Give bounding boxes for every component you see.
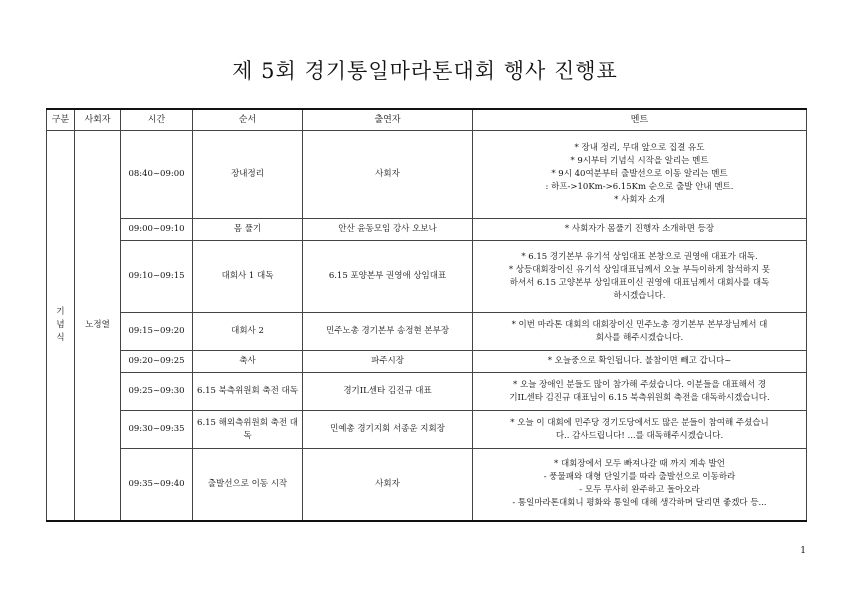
header-order: 순서 bbox=[193, 109, 303, 131]
header-host: 사회자 bbox=[75, 109, 121, 131]
time-cell: 09:25~09:30 bbox=[121, 373, 193, 411]
ment-line: * 사회자 소개 bbox=[614, 195, 665, 205]
time-cell: 09:15~09:20 bbox=[121, 313, 193, 351]
ment-line: * 오늘중으로 확인됩니다. 불참이면 빼고 갑니다~ bbox=[547, 356, 732, 366]
order-cell: 대회사 1 대독 bbox=[193, 241, 303, 313]
header-category: 구분 bbox=[47, 109, 75, 131]
order-cell: 대회사 2 bbox=[193, 313, 303, 351]
page-number: 1 bbox=[800, 546, 806, 556]
document-title: 제 5회 경기통일마라톤대회 행사 진행표 bbox=[232, 59, 618, 83]
ment-cell bbox=[473, 411, 807, 449]
header-time: 시간 bbox=[121, 109, 193, 131]
table-row bbox=[47, 219, 807, 241]
ment-cell bbox=[473, 241, 807, 313]
time-cell: 08:40~09:00 bbox=[121, 131, 193, 219]
order-cell: 축사 bbox=[193, 351, 303, 373]
ment-line: 회사를 해주시겠습니다. bbox=[595, 332, 684, 343]
table-row bbox=[47, 411, 807, 449]
performer-cell: 6.15 포양본부 권영애 상임대표 bbox=[303, 241, 473, 313]
ment-cell bbox=[473, 313, 807, 351]
order-cell: 장내정리 bbox=[193, 131, 303, 219]
ment-line: - 풍물패와 대형 단일기를 따라 출발선으로 이동하라 bbox=[543, 472, 736, 483]
time-cell: 09:30~09:35 bbox=[121, 411, 193, 449]
host-cell: 노정열 bbox=[75, 131, 121, 521]
order-cell: 출발선으로 이동 시작 bbox=[193, 449, 303, 521]
table-row bbox=[47, 373, 807, 411]
performer-cell: 민예총 경기지회 서종운 지회장 bbox=[303, 411, 473, 449]
header-performer: 출연자 bbox=[303, 109, 473, 131]
table-row bbox=[47, 131, 807, 219]
ment-line: 하시겠습니다. bbox=[613, 290, 666, 301]
ment-line: 하셔서 6.15 고양본부 상임대표이신 권영애 대표님께서 대회사를 대독 bbox=[509, 277, 770, 288]
table-row bbox=[47, 313, 807, 351]
performer-cell: 민주노총 경기본부 송정현 본부장 bbox=[303, 313, 473, 351]
table-row bbox=[47, 241, 807, 313]
table-row bbox=[47, 449, 807, 521]
ment-cell bbox=[473, 351, 807, 373]
ment-line: * 대회장에서 모두 빠져나갈 때 까지 계속 발언 bbox=[554, 459, 725, 470]
performer-cell: 경기IL센타 김진규 대표 bbox=[303, 373, 473, 411]
performer-cell: 파주시장 bbox=[303, 351, 473, 373]
table-header-row bbox=[47, 109, 807, 131]
ment-cell bbox=[473, 449, 807, 521]
category-cell bbox=[47, 131, 75, 521]
ment-line: * 오늘 이 대회에 민주당 경기도당에서도 많은 분들이 참여해 주셨습니 bbox=[510, 417, 769, 428]
order-cell: 6.15 북측위원회 축전 대독 bbox=[193, 373, 303, 411]
performer-cell: 사회자 bbox=[303, 131, 473, 219]
ment-cell bbox=[473, 219, 807, 241]
table-row bbox=[47, 351, 807, 373]
ment-line: * 이번 마라톤 대회의 대회장이신 민주노총 경기본부 본부장님께서 대 bbox=[511, 319, 768, 330]
time-cell: 09:10~09:15 bbox=[121, 241, 193, 313]
order-cell: 6.15 해외측위원회 축전 대독 bbox=[193, 411, 303, 449]
ment-line: * 6.15 경기본부 유기석 상임대표 본창으로 권영애 대표가 대독. bbox=[521, 251, 758, 262]
ment-line: 기IL센타 김진규 대표님이 6.15 북측위원회 축전을 대독하시겠습니다. bbox=[509, 392, 770, 403]
ment-cell bbox=[473, 373, 807, 411]
time-cell: 09:00~09:10 bbox=[121, 219, 193, 241]
header-ment: 멘트 bbox=[473, 109, 807, 131]
ment-line: * 상등대회장이신 유기석 상임대표님께서 오늘 부득이하게 참석하지 못 bbox=[508, 264, 771, 275]
schedule-table bbox=[46, 108, 807, 522]
ment-line: : 하프->10Km->6.15Km 순으로 출발 안내 멘트. bbox=[545, 182, 734, 192]
ment-line: * 9시부터 기념식 시작을 알리는 멘트 bbox=[570, 156, 709, 166]
ment-line: - 모두 무사히 완주하고 돌아오라 bbox=[579, 485, 700, 496]
ment-line: 다.. 감사드립니다! ...를 대독해주시겠습니다. bbox=[555, 430, 724, 441]
ment-line: * 오늘 장애인 분들도 많이 참가해 주셨습니다. 이분들을 대표해서 경 bbox=[513, 379, 766, 390]
time-cell: 09:35~09:40 bbox=[121, 449, 193, 521]
ment-line: - 통일마라톤대회니 평화와 통일에 대해 생각하며 달리면 좋겠다 등... bbox=[512, 498, 767, 509]
ment-line: * 사회자가 몸풀기 진행자 소개하면 등장 bbox=[564, 224, 715, 234]
time-cell: 09:20~09:25 bbox=[121, 351, 193, 373]
category-vertical-text: 기 념 식 bbox=[56, 306, 65, 343]
ment-cell bbox=[473, 131, 807, 219]
ment-line: * 장내 정리, 무대 앞으로 집결 유도 bbox=[574, 143, 705, 153]
performer-cell: 안산 윤동모임 강사 오보나 bbox=[303, 219, 473, 241]
performer-cell: 사회자 bbox=[303, 449, 473, 521]
ment-line: * 9시 40여분부터 출발선으로 이동 알리는 멘트 bbox=[551, 169, 728, 179]
order-cell: 몸 풀기 bbox=[193, 219, 303, 241]
